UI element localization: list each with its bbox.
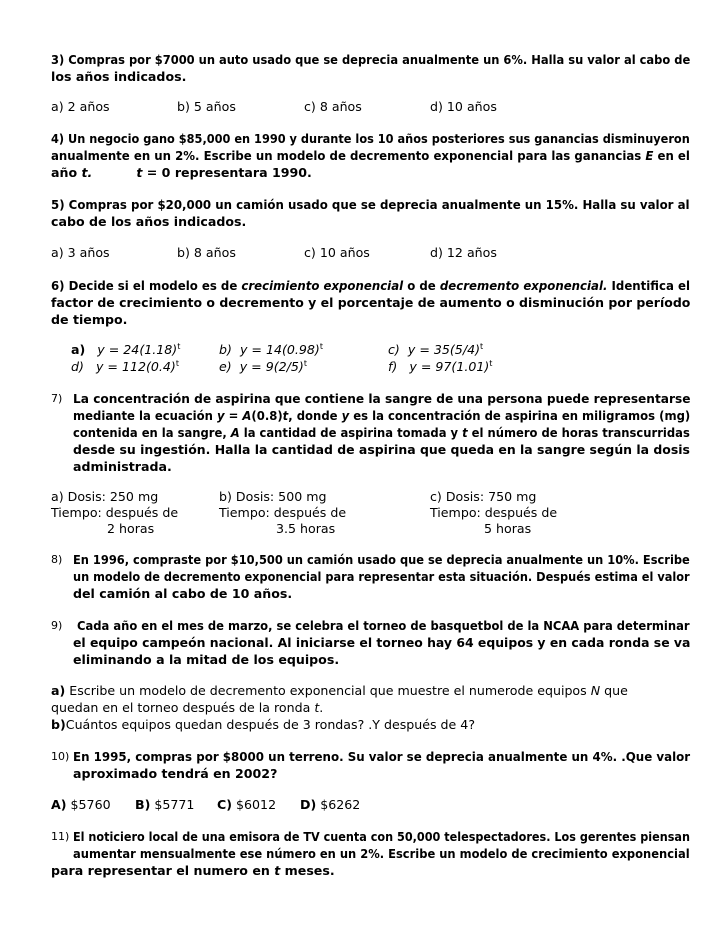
p3-line2: los años indicados. — [51, 69, 187, 84]
p10-line1: En 1995, compras por $8000 un terreno. Su valor se deprecia anualmente un 4%. .Que valor — [73, 749, 691, 764]
p9-number: 9) — [51, 619, 63, 632]
p3-option-c: c) 8 años — [304, 99, 362, 114]
p5-line2: cabo de los años indicados. — [51, 214, 247, 229]
p7-dose-b: b) Dosis: 500 mg — [219, 489, 327, 504]
p8-number: 8) — [51, 553, 63, 566]
p3-option-a: a) 2 años — [51, 99, 110, 114]
p3-option-b: b) 5 años — [177, 99, 236, 114]
p10-line2: aproximado tendrá en 2002? — [73, 766, 278, 781]
p3-option-d: d) 10 años — [430, 99, 497, 114]
p6-model-b: b) $y = 14(0.98)^t$ — [219, 342, 323, 357]
p7-time-b: 3.5 horas — [276, 521, 336, 536]
p7-line1: La concentración de aspirina que contiene la sangre de una persona puede representarse — [73, 391, 691, 406]
p6-line3: de tiempo. — [51, 312, 128, 327]
p8-line1: En 1996, compraste por $10,500 un camión usado que se deprecia anualmente un 10%. Escribe — [73, 552, 690, 567]
p7-line3: contenida en la sangre, A la cantidad de aspirina tomada y t el número de horas transcurridas — [73, 425, 690, 440]
p7-line2: mediante la ecuación y = A(0.8)t, donde y es la concentración de aspirina en miligramos (mg) — [73, 408, 691, 423]
p10-option-b: B) $5771 — [135, 797, 195, 812]
p9-part-a-line2: quedan en el torneo después de la ronda t. — [51, 700, 324, 715]
p5-option-b: b) 8 años — [177, 245, 236, 260]
p6-model-e: e) $y = 9(2/5)^t$ — [219, 359, 307, 374]
p7-number: 7) — [51, 392, 63, 405]
p4-line1: 4) Un negocio gano $85,000 en 1990 y durante los 10 años posteriores sus ganancias disminuyeron — [51, 131, 690, 146]
p9-part-a-line1: a) Escribe un modelo de decremento exponencial que muestre el numerode equipos N que — [51, 683, 628, 698]
p4-line2: anualmente en un 2%. Escribe un modelo de decremento exponencial para las ganancias E en el — [51, 148, 690, 163]
p11-line1: El noticiero local de una emisora de TV cuenta con 50,000 telespectadores. Los gerentes piensan — [73, 829, 691, 844]
p10-option-a: A) $5760 — [51, 797, 111, 812]
p3-line1: 3) Compras por $7000 un auto usado que se deprecia anualmente un 6%. Halla su valor al cabo de — [51, 52, 691, 67]
p5-line1: 5) Compras por $20,000 un camión usado que se deprecia anualmente un 15%. Halla su valor al — [51, 197, 690, 212]
p8-line2: un modelo de decremento exponencial para representar esta situación. Después estima el valor — [73, 569, 690, 584]
p6-model-f: f) $y = 97(1.01)^t$ — [388, 359, 493, 374]
p9-line2: el equipo campeón nacional. Al iniciarse el torneo hay 64 equipos y en cada ronda se va — [73, 635, 691, 650]
p7-time-label-c: Tiempo: después de — [430, 505, 558, 520]
p8-line3: del camión al cabo de 10 años. — [73, 586, 293, 601]
p5-option-c: c) 10 años — [304, 245, 370, 260]
p6-line1: 6) Decide si el modelo es de crecimiento exponencial o de decremento exponencial. Identifica el — [51, 278, 690, 293]
p9-line1: Cada año en el mes de marzo, se celebra el torneo de basquetbol de la NCAA para determinar — [77, 618, 690, 633]
p7-time-c: 5 horas — [484, 521, 532, 536]
p7-line5: administrada. — [73, 459, 172, 474]
p7-dose-c: c) Dosis: 750 mg — [430, 489, 537, 504]
p7-dose-a: a) Dosis: 250 mg — [51, 489, 159, 504]
p6-model-c: c) $y = 35(5/4)^t$ — [388, 342, 484, 357]
p7-time-label-a: Tiempo: después de — [51, 505, 179, 520]
p5-option-a: a) 3 años — [51, 245, 110, 260]
p6-model-a: a) $y = 24(1.18)^t$ — [71, 342, 181, 357]
p6-model-d: d) $y = 112(0.4)^t$ — [71, 359, 179, 374]
p10-option-c: C) $6012 — [217, 797, 277, 812]
p7-time-label-b: Tiempo: después de — [219, 505, 347, 520]
p11-number: 11) — [51, 830, 70, 843]
p9-part-b: b)Cuántos equipos quedan después de 3 rondas? .Y después de 4? — [51, 717, 476, 732]
p11-line3: para representar el numero en t meses. — [51, 863, 335, 878]
p10-number: 10) — [51, 750, 70, 763]
p7-time-a: 2 horas — [107, 521, 155, 536]
p4-line3: año t. t = 0 representara 1990. — [51, 165, 312, 180]
p7-line4: desde su ingestión. Halla la cantidad de aspirina que queda en la sangre según la dosis — [73, 442, 690, 457]
p11-line2: aumentar mensualmente ese número en un 2%. Escribe un modelo de crecimiento exponencial — [73, 846, 690, 861]
p9-line3: eliminando a la mitad de los equipos. — [73, 652, 340, 667]
p10-option-d: D) $6262 — [300, 797, 361, 812]
p5-option-d: d) 12 años — [430, 245, 497, 260]
p6-line2: factor de crecimiento o decremento y el porcentaje de aumento o disminución por período — [51, 295, 691, 310]
